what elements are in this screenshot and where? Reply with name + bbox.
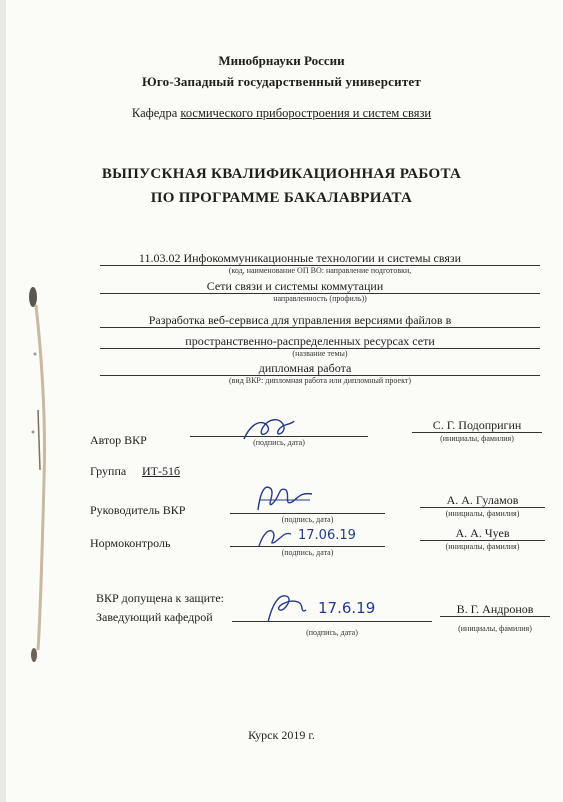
topic-caption: (название темы) — [292, 349, 348, 358]
supervisor-signature-scribble — [250, 478, 320, 518]
norm-signature-scribble — [255, 524, 295, 550]
admitted-label: ВКР допущена к защите: — [96, 591, 224, 605]
author-name-underline — [412, 432, 542, 433]
city-year: Курск 2019 г. — [248, 728, 315, 742]
author-sign-caption: (подпись, дата) — [253, 438, 305, 447]
norm-sign-caption: (подпись, дата) — [281, 548, 334, 557]
university-name: Юго-Западный государственный университет — [142, 74, 421, 89]
supervisor-name-caption: (инициалы, фамилия) — [445, 509, 520, 518]
head-sign-caption: (подпись, дата) — [306, 628, 358, 637]
group-label: Группа — [90, 464, 127, 478]
work-type-value: дипломная работа — [258, 361, 352, 375]
head-name: В. Г. Андронов — [456, 602, 534, 616]
head-signature-scribble — [262, 588, 310, 628]
document-title-line2: ПО ПРОГРАММЕ БАКАЛАВРИАТА — [150, 190, 413, 206]
head-name-caption: (инициалы, фамилия) — [458, 624, 532, 633]
norm-name-caption: (инициалы, фамилия) — [445, 542, 520, 551]
author-label: Автор ВКР — [90, 433, 147, 447]
supervisor-sign-caption: (подпись, дата) — [281, 515, 334, 524]
supervisor-label: Руководитель ВКР — [90, 503, 186, 517]
norm-sign-line — [230, 546, 385, 547]
direction-caption: (код, наименование ОП ВО: направление подготовки, — [228, 266, 412, 275]
author-name-caption: (инициалы, фамилия) — [440, 434, 514, 443]
head-handwritten-date: 17.6.19 — [318, 599, 376, 617]
work-type-caption: (вид ВКР: дипломная работа или дипломный проект) — [228, 376, 412, 385]
department-name: космического приборостроения и систем связи — [180, 106, 432, 120]
direction-value: 11.03.02 Инфокоммуникационные технологии и системы связи — [138, 251, 462, 265]
head-name-underline — [440, 616, 550, 617]
department-line — [0, 106, 563, 121]
supervisor-name: А. А. Гуламов — [446, 493, 519, 507]
supervisor-name-underline — [420, 507, 545, 508]
head-of-department-label: Заведующий кафедрой — [96, 610, 213, 624]
ministry-name: Минобрнауки России — [218, 53, 345, 68]
document-title-line1: ВЫПУСКНАЯ КВАЛИФИКАЦИОННАЯ РАБОТА — [101, 166, 462, 182]
department-prefix: Кафедра — [131, 106, 178, 120]
author-name: С. Г. Подопригин — [432, 418, 522, 432]
norm-control-label: Нормоконтроль — [90, 536, 171, 550]
norm-handwritten-date: 17.06.19 — [298, 528, 356, 543]
topic-line1: Разработка веб-сервиса для управления версиями файлов в — [148, 313, 452, 327]
norm-name: А. А. Чуев — [455, 526, 510, 540]
author-signature-scribble — [238, 413, 298, 447]
norm-name-underline — [420, 540, 545, 541]
topic-line2: пространственно-распределенных ресурсах сети — [185, 334, 435, 348]
profile-caption: направленность (профиль)) — [273, 294, 367, 303]
profile-value: Сети связи и системы коммутации — [206, 279, 384, 293]
topic-underline1 — [100, 327, 540, 328]
group-value: ИТ-51б — [142, 464, 181, 478]
